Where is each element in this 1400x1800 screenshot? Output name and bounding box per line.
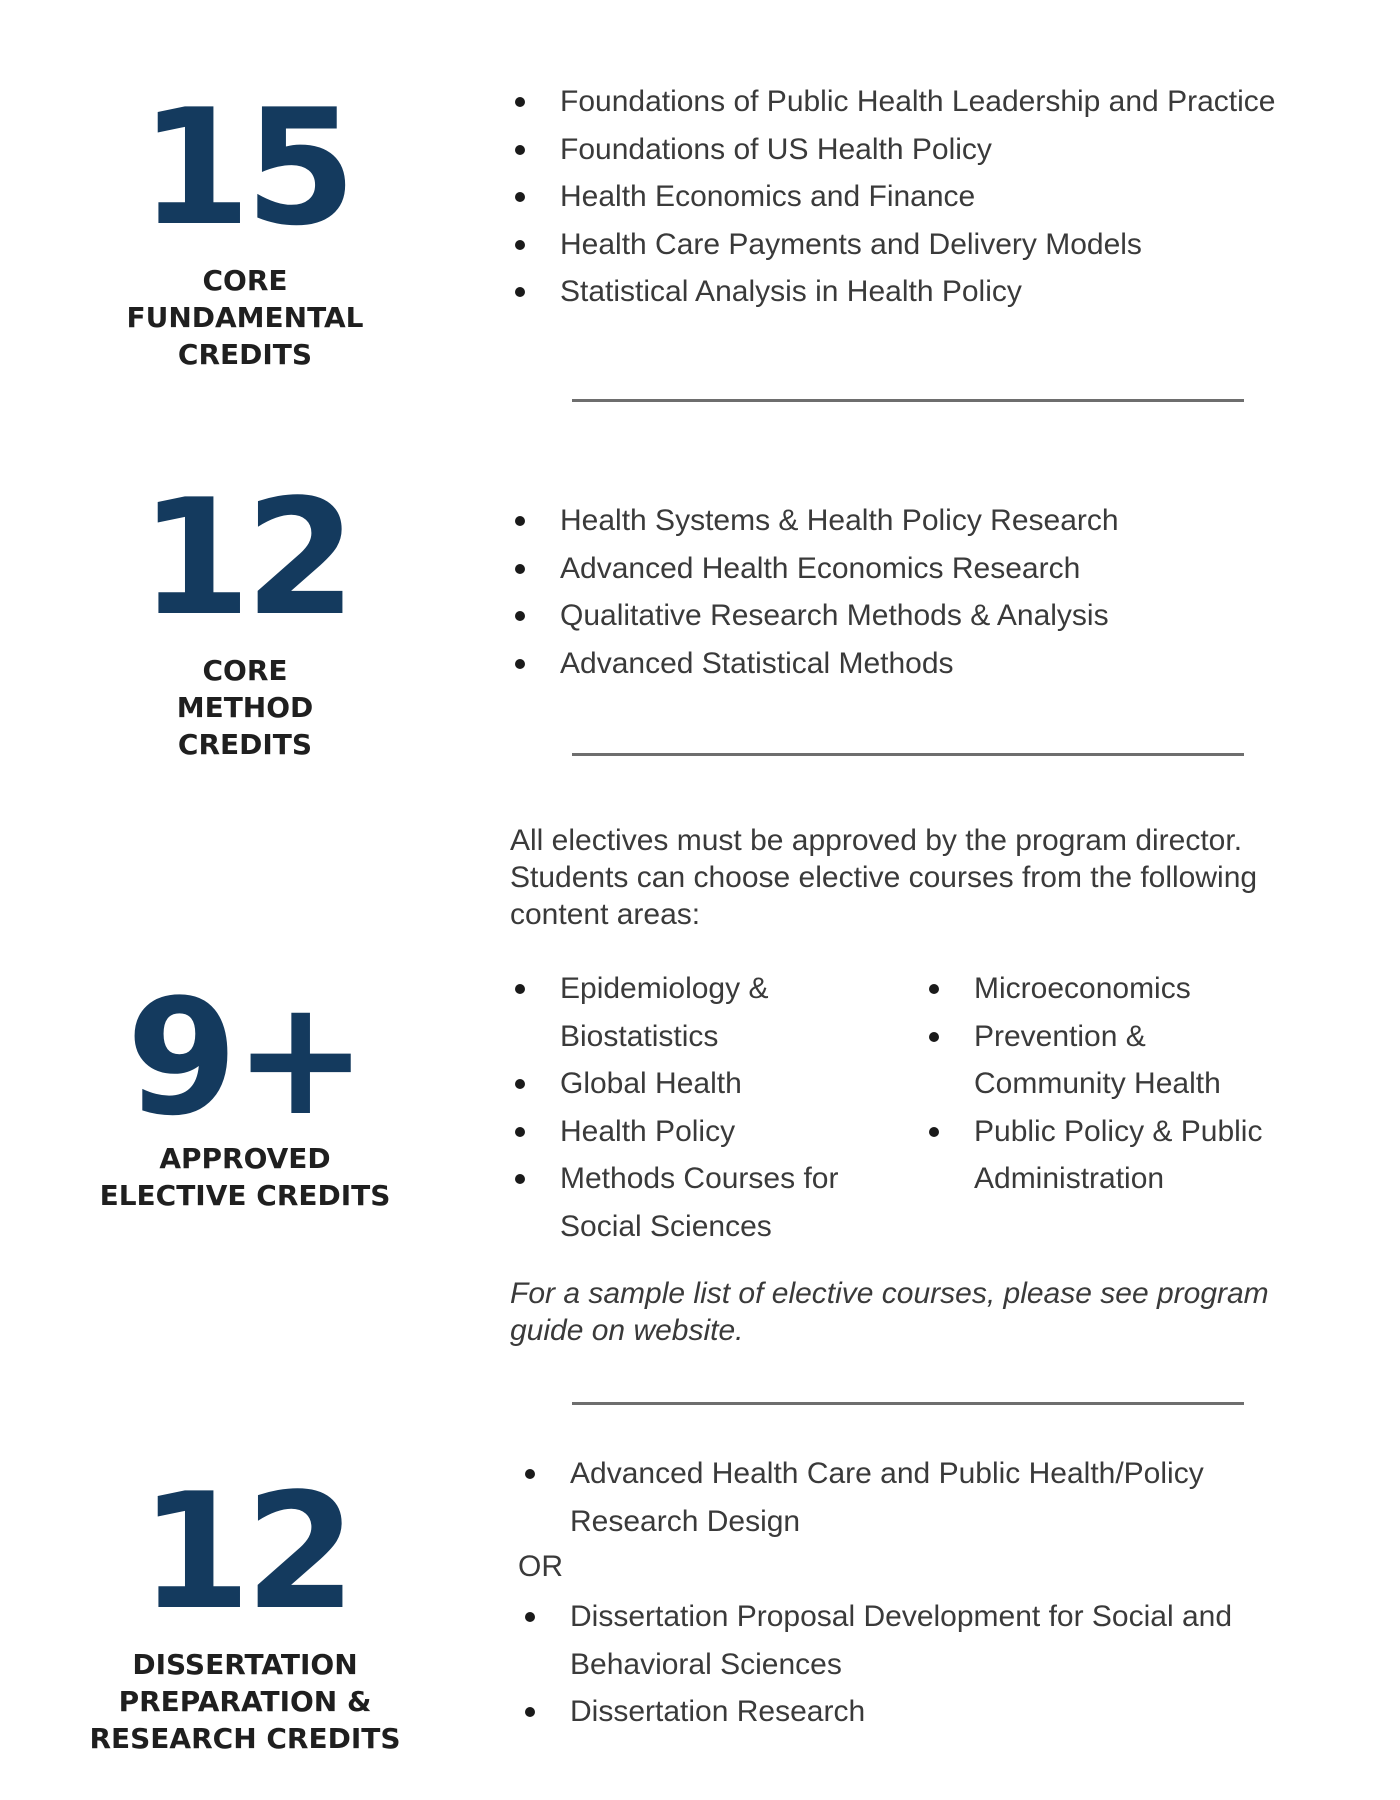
core-fundamental-list [510, 78, 1275, 316]
or-separator: OR [518, 1550, 563, 1583]
list-item: Health Policy [510, 1108, 838, 1156]
electives-left-list [510, 965, 838, 1250]
divider [572, 1402, 1244, 1405]
list-item: Global Health [510, 1060, 838, 1108]
electives-right-list [924, 965, 1262, 1203]
list-item: Prevention & Community Health [924, 1013, 1262, 1108]
dissertation-number: 12 [139, 1458, 351, 1645]
list-item: Advanced Health Economics Research [510, 545, 1119, 593]
core-fundamental-number: 15 [139, 74, 351, 261]
list-item: Public Policy & Public Administration [924, 1108, 1262, 1203]
list-item: Epidemiology & Biostatistics [510, 965, 838, 1060]
list-item: Methods Courses for Social Sciences [510, 1155, 838, 1250]
electives-number: 9+ [126, 964, 364, 1151]
list-item: Microeconomics [924, 965, 1262, 1013]
dissertation-list-b [520, 1593, 1232, 1736]
list-item: Advanced Health Care and Public Health/Policy Research Design [520, 1450, 1204, 1545]
list-item: Health Systems & Health Policy Research [510, 497, 1119, 545]
list-item: Qualitative Research Methods & Analysis [510, 592, 1119, 640]
electives-block [60, 964, 430, 1214]
list-item: Statistical Analysis in Health Policy [510, 268, 1275, 316]
dissertation-block [60, 1458, 430, 1757]
electives-intro: All electives must be approved by the program director. Students can choose elective courses from the following content areas: [510, 824, 1258, 931]
dissertation-label: DISSERTATION PREPARATION & RESEARCH CREDITS [89, 1648, 401, 1755]
dissertation-list-a [520, 1450, 1204, 1545]
list-item: Dissertation Research [520, 1688, 1232, 1736]
list-item: Advanced Statistical Methods [510, 640, 1119, 688]
core-method-number: 12 [139, 464, 351, 651]
core-fundamental-block [60, 74, 430, 373]
list-item: Foundations of US Health Policy [510, 126, 1275, 174]
core-method-list [510, 497, 1119, 687]
electives-label: APPROVED ELECTIVE CREDITS [99, 1142, 391, 1212]
list-item: Health Economics and Finance [510, 173, 1275, 221]
list-item: Foundations of Public Health Leadership and Practice [510, 78, 1275, 126]
core-fundamental-label: CORE FUNDAMENTAL CREDITS [126, 264, 364, 371]
electives-note: For a sample list of elective courses, please see program guide on website. [510, 1277, 1269, 1347]
list-item: Dissertation Proposal Development for Social and Behavioral Sciences [520, 1593, 1232, 1688]
divider [572, 399, 1244, 402]
divider [572, 753, 1244, 756]
core-method-label: CORE METHOD CREDITS [176, 654, 314, 761]
core-method-block [60, 464, 430, 763]
list-item: Health Care Payments and Delivery Models [510, 221, 1275, 269]
